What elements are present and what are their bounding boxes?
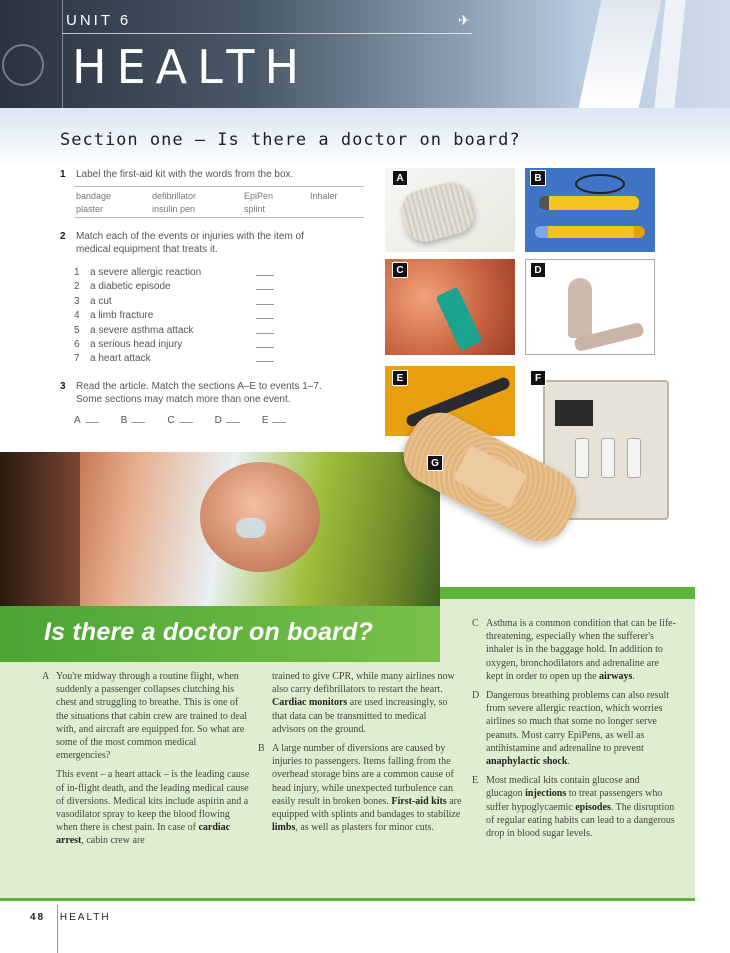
section-d-text-2: . [567,756,570,768]
article-column-2 [258,670,462,840]
event-number: 4 [74,310,80,322]
word-defibrillator: defibrillator [152,191,197,201]
splint-part [568,278,592,338]
photo-label-e: E [392,370,408,386]
event-row [74,324,274,338]
header-divider [62,0,63,108]
exercise-1 [60,168,356,181]
passenger-emergency-photo [0,452,440,617]
event-row [74,295,274,309]
answer-c[interactable] [167,415,192,426]
section-b-text-3: , as well as plasters for minor cuts. [295,822,434,834]
word-bandage: bandage [76,191,112,201]
section-a-paragraph-2 [56,768,252,847]
exercise-2 [60,230,356,256]
article-column-3 [472,617,678,846]
section-c-letter: C [472,618,479,629]
oxygen-mask [236,518,266,538]
exercise-3 [60,380,366,406]
section-d-letter: D [472,690,480,702]
photo-label-b: B [530,170,546,186]
letter-c: C [167,415,175,426]
answer-d[interactable] [215,415,240,426]
word-splint: splint [244,204,266,214]
exercise-2-instruction-line-2: medical equipment that treats it. [76,244,218,255]
event-text: a severe allergic reaction [90,267,202,278]
key-term-cardiac-monitors: Cardiac monitors [272,697,348,709]
answer-e[interactable] [262,415,287,426]
key-term-limbs: limbs [272,822,296,834]
key-term-airways: airways [599,670,633,682]
article-column-1 [42,670,252,854]
section-e-paragraph [472,774,678,840]
section-b-text-2: are equipped with splints and bandages to stabilize [272,795,462,821]
plane-small-icon: ✈ [458,12,470,28]
section-c-text-1: Asthma is a common condition that can be life-threatening, especially when the sufferer's inhaler is in the baggage hold. In addition to oxygen, bronchodilators and adrenaline are kept in order to open up the [486,618,676,682]
section-d-text-1: Dangerous breathing problems can also result from severe allergic reaction, which worries airlines so much that some no longer serve peanuts. Most carry EpiPens, as well as antihistamine and adrenaline to prevent [486,690,670,754]
word-epipen: EpiPen [244,191,274,201]
foreground-shadow [0,452,80,617]
aircraft-tail-image [579,0,662,108]
event-number: 6 [74,339,80,351]
word-box [74,186,364,218]
letter-a: A [74,415,81,426]
section-e-text-2: to treat passengers who suffer hypoglycaemic [486,788,663,813]
section-b-paragraph [258,742,462,834]
answer-blank[interactable] [256,295,274,305]
exercise-2-number: 2 [60,231,66,242]
inhaler [435,287,482,352]
section-a-text-4: trained to give CPR, while many airlines now also carry defibrillators to restart the heart. [272,671,455,696]
photo-label-c: C [392,262,408,278]
section-letter-answers [74,415,286,426]
event-row [74,266,274,280]
section-c-text-2: . [632,670,635,682]
section-a-text-2: This event – a heart attack – is the leading cause of in-flight death, and the leading medical cause of diversions. Medical kits include aspirin and a vasodilator spray to keep the blood flowing when there is chest pain. In case of [56,769,250,834]
event-row [74,352,274,366]
event-text: a severe asthma attack [90,324,194,336]
event-number: 5 [74,324,80,336]
photo-label-f: F [530,370,546,386]
section-e-text-1: Most medical kits contain glucose and glucagon [486,775,640,800]
event-number: 1 [74,267,80,278]
section-e-text-3: . The disruption of regular eating habits can lead to a dangerous drop in blood sugar levels. [486,801,675,840]
answer-blank[interactable] [256,309,274,319]
section-a-text-5: are used increasingly, so that data can be transmitted to medical advisors on the ground. [272,697,448,735]
exercise-3-instruction-line-2: Some sections may match more than one event. [76,394,291,405]
bandage-roll [397,178,478,246]
word-plaster: plaster [76,204,104,214]
answer-blank[interactable] [256,338,274,348]
word-insulin-pen: insulin pen [152,204,196,214]
event-row [74,280,274,294]
section-d-paragraph [472,689,678,768]
key-term-cardiac-arrest: cardiac arrest [56,822,231,847]
exercise-1-instruction: Label the first-aid kit with the words from the box. [76,169,294,180]
word-inhaler: Inhaler [310,191,338,201]
exercise-3-instruction-line-1: Read the article. Match the sections A–E to events 1–7. [76,381,322,392]
section-a-text-1: You're midway through a routine flight, when suddenly a passenger collapses clutching his chest and struggling to breathe. This is one of the situations that cabin crew are trained to deal with, and aircraft are equipped for. So what are some of the most common medical emergencies? [56,671,248,762]
key-term-anaphylactic-shock: anaphylactic shock [486,756,568,768]
letter-d: D [214,415,222,426]
footer-label: HEALTH [59,912,111,923]
letter-b: B [120,415,128,426]
photo-label-g: G [427,455,443,471]
section-title: Section one – Is there a doctor on board? [60,130,521,150]
answer-blank[interactable] [256,280,274,290]
answer-a[interactable] [74,415,99,426]
passenger-face [200,462,320,572]
event-text: a diabetic episode [90,281,171,293]
event-text: a serious head injury [90,339,183,351]
event-number: 3 [74,295,80,307]
unit-title: HEALTH [72,40,310,94]
event-text: a limb fracture [90,310,154,322]
section-a-text-3: , cabin crew are [81,835,145,847]
unit-label: UNIT 6 [66,12,132,29]
aircraft-tail-image-2 [654,0,685,108]
plaster-pad [453,445,527,509]
letter-e: E [261,415,269,426]
answer-blank[interactable] [256,324,274,334]
epipen-cord [575,174,625,194]
key-term-injections: injections [525,788,567,800]
key-term-episodes: episodes [575,801,611,813]
key-term-first-aid-kits: First-aid kits [391,795,447,807]
header-rule [62,33,472,34]
page-footer [30,912,111,923]
exercise-1-number: 1 [60,169,66,180]
event-row [74,338,274,352]
section-a-letter: A [42,671,50,682]
defibrillator-screen [555,400,593,426]
article-top-bar [440,587,695,599]
section-e-letter: E [472,775,479,787]
answer-b[interactable] [121,415,146,426]
photo-label-d: D [530,262,546,278]
defibrillator-paddle [601,438,615,478]
section-b-text-1: A large number of diversions are caused by injuries to passengers. Items falling from the overhead storage bins are a common cause of head injury, while unexpected turbulence can easily result in broken bones. [272,743,454,807]
unit-header [0,0,730,108]
event-text: a heart attack [90,353,151,365]
defibrillator-paddle [627,438,641,478]
section-a-paragraph-1 [42,670,252,762]
epipen-2 [535,226,645,238]
defibrillator-paddle [575,438,589,478]
page-number: 48 [30,912,46,923]
exercise-2-instruction-line-1: Match each of the events or injuries with the item of [76,231,304,242]
article-title: Is there a doctor on board? [44,618,374,646]
event-number: 2 [74,281,80,293]
photo-label-a: A [392,170,408,186]
section-c-paragraph [472,617,678,683]
answer-blank[interactable] [256,352,274,362]
article-bottom-bar [0,898,695,901]
epipen-1 [539,196,639,210]
exercise-3-number: 3 [60,381,66,392]
answer-blank[interactable] [256,266,274,276]
airplane-icon [2,44,44,86]
section-b-letter: B [258,743,265,755]
event-text: a cut [90,295,112,307]
section-a-paragraph-3 [272,670,462,736]
event-row [74,309,274,323]
event-number: 7 [74,353,80,365]
events-list [74,266,274,367]
